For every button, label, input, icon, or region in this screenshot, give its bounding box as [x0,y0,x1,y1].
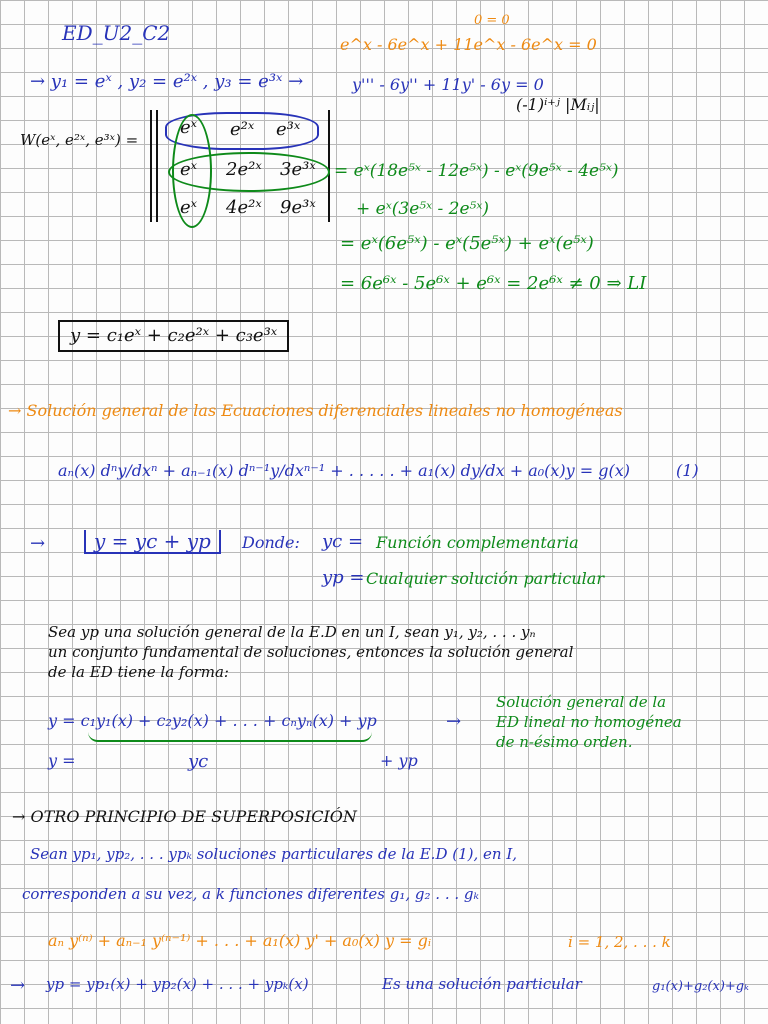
combo-y-eq: y = [48,751,76,770]
determinant-bar-left [150,110,152,222]
wronskian-expansion-1: = eˣ(18e⁵ˣ - 12e⁵ˣ) - eˣ(9e⁵ˣ - 4e⁵ˣ) [334,161,619,181]
top-note-over: 0 = 0 [474,13,510,28]
superposition-title: → OTRO PRINCIPIO DE SUPERPOSICIÓN [12,807,357,826]
superposition-line-1: Sean yp₁, yp₂, . . . ypₖ soluciones particulares de la E.D (1), en I, [30,845,518,863]
general-solution-box: y = c₁eˣ + c₂e²ˣ + c₃e³ˣ [58,320,289,352]
paragraph-line-2: un conjunto fundamental de soluciones, entonces la solución general [48,643,574,661]
determinant-bar-left-inner [156,110,158,222]
w-r3c1: eˣ [180,197,198,218]
combo-arrow-icon: → [446,711,462,732]
function-list: → y₁ = eˣ , y₂ = e²ˣ , y₃ = e³ˣ → [30,71,304,92]
combo-note-1: Solución general de la [496,693,667,711]
donde-label: Donde: [242,533,300,552]
paragraph-line-1: Sea yp una solución general de la E.D en un I, sean y₁, y₂, . . . yₙ [48,623,536,641]
combo-note-2: ED lineal no homogénea [496,713,682,731]
nonhomogeneous-equation: aₙ(x) dⁿy/dxⁿ + aₙ₋₁(x) dⁿ⁻¹y/dxⁿ⁻¹ + . . . . . + a₁(x) dy/dx + a₀(x)y = g(x) [58,461,631,480]
w-r2c3: 3e³ˣ [280,159,316,180]
ode-equation: y''' - 6y'' + 11y' - 6y = 0 [352,75,544,94]
superposition-index: i = 1, 2, . . . k [568,933,671,951]
wronskian-expansion-3: = eˣ(6e⁵ˣ) - eˣ(5e⁵ˣ) + eˣ(e⁵ˣ) [340,233,594,254]
wronskian-label: W(eˣ, e²ˣ, e³ˣ) = [20,131,139,149]
particular-sum: yp = yp₁(x) + yp₂(x) + . . . + ypₖ(x) [46,975,309,993]
equation-number: (1) [676,461,699,480]
w-r1c3: e³ˣ [276,119,301,140]
w-r1c1: eˣ [180,117,198,138]
yp-definition: Cualquier solución particular [366,569,604,588]
w-r2c2: 2e²ˣ [226,159,262,180]
paragraph-line-3: de la ED tiene la forma: [48,663,229,681]
w-r3c2: 4e²ˣ [226,197,262,218]
combination-equation: y = c₁y₁(x) + c₂y₂(x) + . . . + cₙyₙ(x) + yp [48,711,377,730]
w-r2c1: eˣ [180,159,198,180]
yc-def-label: yc = [322,531,364,552]
combo-yc: yc [188,751,209,772]
determinant-bar-right [328,110,330,222]
particular-sum-g: g₁(x)+g₂(x)+gₖ [652,979,749,994]
particular-sum-note: Es una solución particular [382,975,582,993]
yc-definition: Función complementaria [376,533,579,552]
w-r1c2: e²ˣ [230,119,255,140]
yc-brace [88,732,372,742]
combo-plus-yp: + yp [380,751,418,770]
y-equals-yc-yp: y = yc + yp [84,530,221,554]
page-code: ED_U2_C2 [62,21,171,45]
combo-note-3: de n-ésimo orden. [496,733,633,751]
cofactor-formula: (-1)ⁱ⁺ʲ |Mᵢⱼ| [516,95,600,114]
arrow-icon: → [30,533,46,554]
superposition-line-2: corresponden a su vez, a k funciones diferentes g₁, g₂ . . . gₖ [22,885,479,903]
top-note: e^x - 6e^x + 11e^x - 6e^x = 0 [340,35,597,54]
section-title-nonhomogeneous: → Solución general de las Ecuaciones diferenciales lineales no homogéneas [8,401,623,420]
wronskian-expansion-2: + eˣ(3e⁵ˣ - 2e⁵ˣ) [356,199,490,219]
yp-def-label: yp = [322,567,365,588]
wronskian-expansion-4: = 6e⁶ˣ - 5e⁶ˣ + e⁶ˣ = 2e⁶ˣ ≠ 0 ⇒ LI [340,273,647,294]
last-arrow-icon: → [10,975,26,996]
superposition-equation: aₙ y⁽ⁿ⁾ + aₙ₋₁ y⁽ⁿ⁻¹⁾ + . . . + a₁(x) y' + a₀(x) y = gᵢ [48,931,432,950]
w-r3c3: 9e³ˣ [280,197,316,218]
